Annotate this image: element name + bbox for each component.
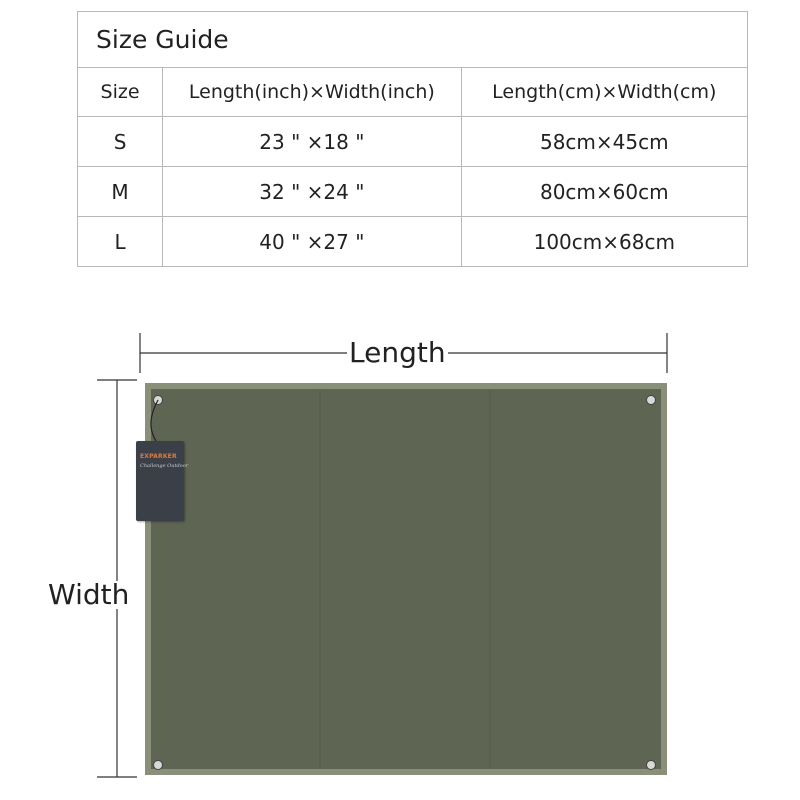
- cm-cell: 100cm×68cm: [461, 217, 747, 267]
- tag-slogan: Challenge Outdoor: [140, 463, 189, 469]
- tag-brand-logo: EXPARKER: [140, 453, 177, 460]
- length-label: Length: [349, 336, 446, 369]
- size-cell: S: [78, 117, 163, 167]
- inch-cell: 23 " ×18 ": [163, 117, 461, 167]
- size-cell: L: [78, 217, 163, 267]
- grommet-icon: [154, 761, 163, 770]
- fabric-panel: [145, 383, 667, 775]
- cm-cell: 80cm×60cm: [461, 167, 747, 217]
- grommet-icon: [647, 396, 656, 405]
- hang-tag: [136, 441, 189, 521]
- inch-cell: 40 " ×27 ": [163, 217, 461, 267]
- inch-cell: 32 " ×24 ": [163, 167, 461, 217]
- header-cm: Length(cm)×Width(cm): [461, 68, 747, 117]
- width-label: Width: [48, 578, 130, 611]
- cm-cell: 58cm×45cm: [461, 117, 747, 167]
- header-size: Size: [78, 68, 163, 117]
- grommet-icon: [647, 761, 656, 770]
- size-guide-title: Size Guide: [78, 12, 748, 68]
- size-cell: M: [78, 167, 163, 217]
- panel-body: [151, 389, 661, 769]
- header-inch: Length(inch)×Width(inch): [163, 68, 461, 117]
